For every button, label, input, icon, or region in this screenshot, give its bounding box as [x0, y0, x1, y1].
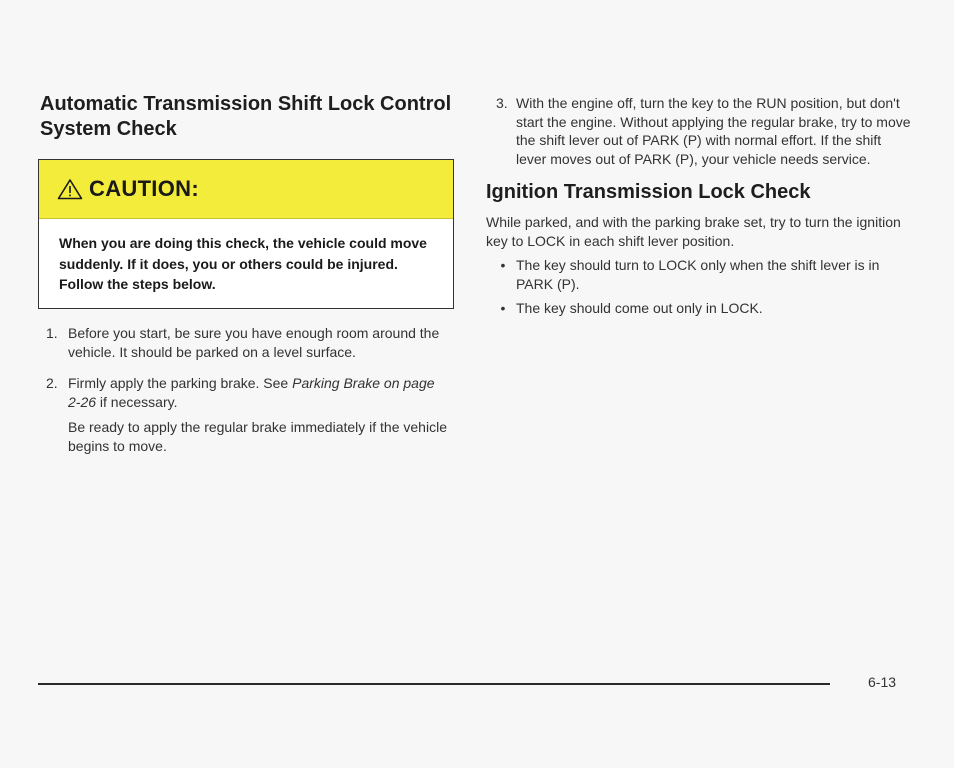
step-text	[68, 374, 450, 462]
bullet-text: The key should come out only in LOCK.	[516, 300, 763, 316]
caution-header	[39, 160, 453, 219]
caution-text: When you are doing this check, the vehicle could move suddenly. If it does, you or others could be injured. Follow the steps below.	[59, 235, 427, 292]
step-text	[68, 324, 450, 368]
step-text-before: Firmly apply the parking brake. See	[68, 375, 293, 391]
step-paragraph	[68, 374, 450, 411]
parking-brake-reference: Parking Brake on page 2-26	[68, 375, 435, 410]
step-text: With the engine off, turn the key to the RUN position, but don't start the engine. Without applying the regular brake, try to move the shift lever out of PARK (P) with normal effort. If the shift lever moves out of PARK (P), your vehicle needs service.	[516, 95, 911, 167]
right-column	[486, 94, 911, 324]
step-number: 2.	[46, 375, 58, 391]
caution-box	[38, 159, 454, 309]
warning-triangle-icon	[57, 178, 83, 200]
list-item	[486, 256, 911, 293]
list-item	[40, 324, 450, 368]
footer-divider	[38, 683, 830, 685]
list-item	[486, 299, 911, 318]
section-heading-ignition-lock: Ignition Transmission Lock Check	[486, 181, 811, 203]
bullet-text: The key should turn to LOCK only when the shift lever is in PARK (P).	[516, 257, 880, 292]
ignition-paragraph: While parked, and with the parking brake set, try to turn the ignition key to LOCK in each shift lever position.	[486, 214, 901, 249]
page-number: 6-13	[868, 674, 897, 690]
step-paragraph: Before you start, be sure you have enough room around the vehicle. It should be parked on a level surface.	[68, 325, 440, 360]
left-column	[40, 92, 456, 142]
list-item	[40, 374, 450, 462]
step-number: 3.	[496, 95, 508, 111]
step-note: Be ready to apply the regular brake immediately if the vehicle begins to move.	[68, 419, 447, 454]
caution-title: CAUTION:	[89, 176, 199, 201]
steps-list	[40, 324, 450, 468]
section-heading-shift-lock: Automatic Transmission Shift Lock Control System Check	[40, 93, 452, 140]
list-item	[486, 94, 911, 168]
step-number: 1.	[46, 325, 58, 341]
bullet-icon: •	[500, 300, 506, 316]
step-text-after: if necessary.	[96, 393, 178, 410]
bullet-icon: •	[500, 257, 506, 273]
bullet-list	[486, 256, 911, 318]
